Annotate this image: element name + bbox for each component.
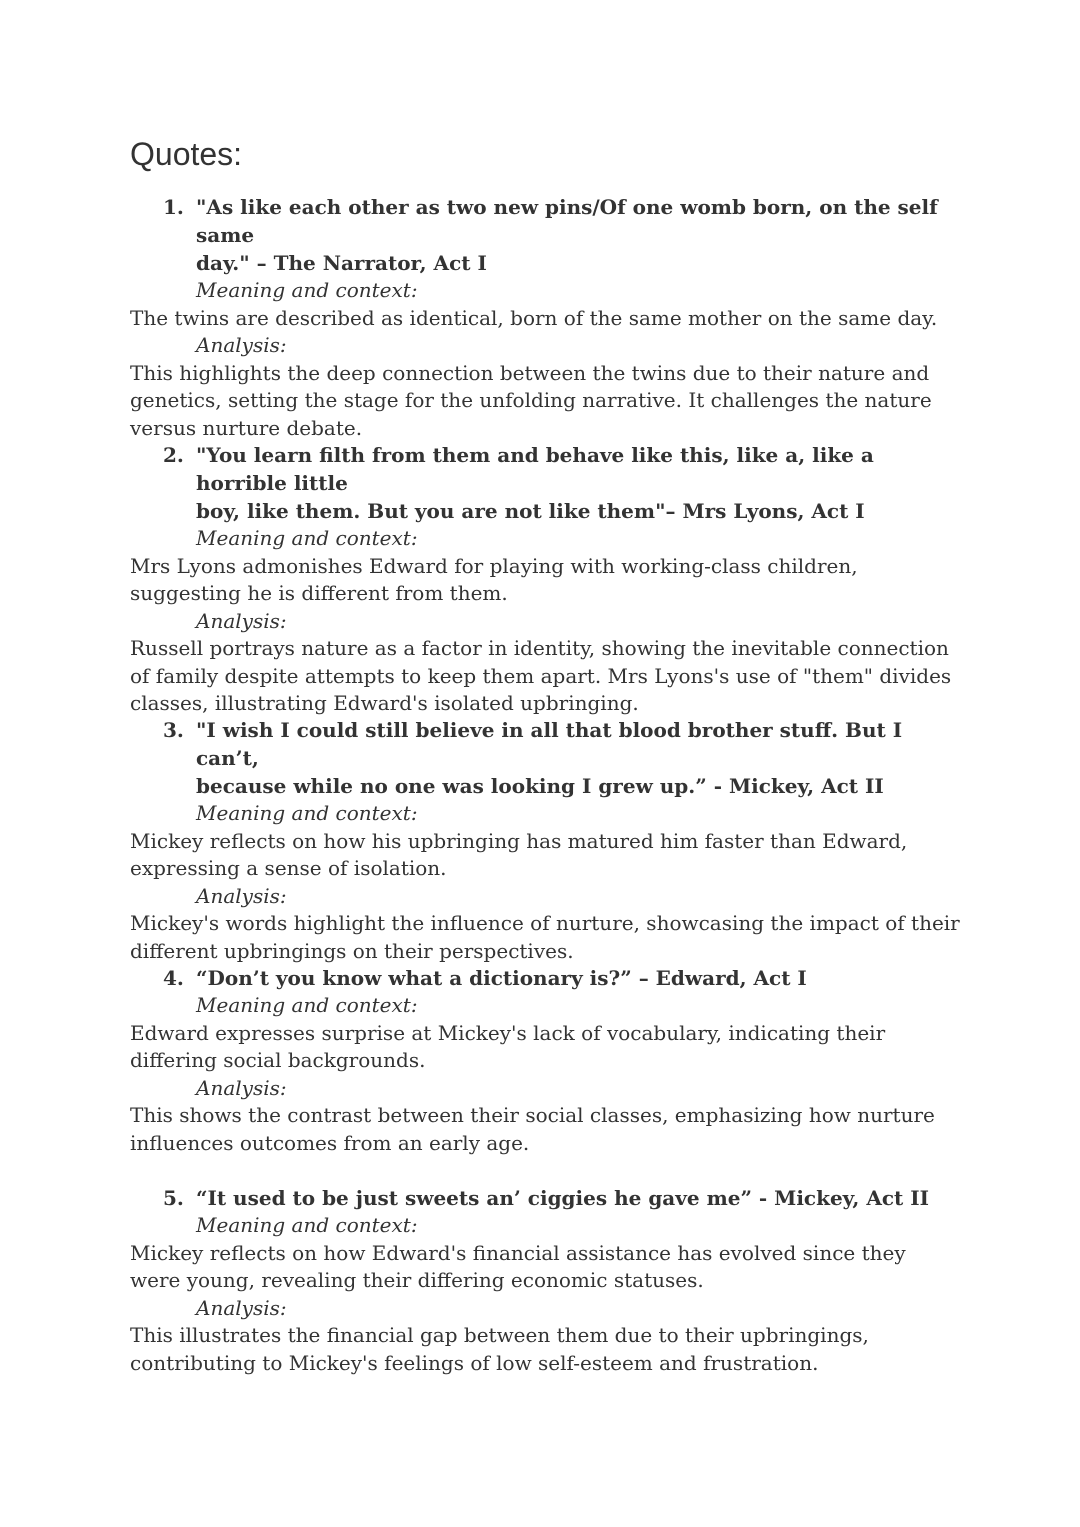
meaning-text: Mrs Lyons admonishes Edward for playing with working-class children, suggesting he is different from them. (130, 553, 858, 605)
quote-text-line (0, 716, 956, 772)
quote-text-line (0, 497, 956, 525)
meaning-label: Meaning and context: (196, 1213, 418, 1237)
quote-text: "As like each other as two new pins/Of one womb born, on the self same (196, 195, 938, 247)
analysis-label: Analysis: (196, 608, 287, 633)
analysis-text: Russell portrays nature as a factor in identity, showing the inevitable connection of family despite attempts to keep them apart. Mrs Lyons's use of "them" divides classes, illustrating Edward's isolated upbringing. (130, 636, 952, 715)
quote-item (0, 964, 1080, 1157)
meaning-label: Meaning and context: (196, 801, 418, 825)
meaning-text: Edward expresses surprise at Mickey's lack of vocabulary, indicating their differing social backgrounds. (130, 1020, 886, 1072)
quote-text-line (0, 193, 956, 249)
quote-item (0, 441, 1080, 718)
analysis-label: Analysis: (196, 1295, 287, 1320)
analysis-text: This shows the contrast between their social classes, emphasizing how nurture influences outcomes from an early age. (130, 1103, 935, 1155)
quote-text-line (0, 441, 956, 497)
quote-item (0, 1184, 1080, 1377)
quote-text-line (0, 1184, 956, 1212)
quote-text-line (0, 964, 956, 992)
quote-text: “Don’t you know what a dictionary is?” – Edward, Act I (196, 966, 807, 990)
quote-text: "You learn filth from them and behave like this, like a, like a horrible little (196, 443, 874, 495)
quote-text: because while no one was looking I grew up.” - Mickey, Act II (196, 774, 884, 798)
analysis-text: Mickey's words highlight the influence of nurture, showcasing the impact of their different upbringings on their perspectives. (130, 911, 960, 963)
meaning-text: The twins are described as identical, born of the same mother on the same day. (130, 305, 938, 330)
quote-text-line (0, 249, 956, 277)
analysis-text: This illustrates the financial gap between them due to their upbringings, contributing to Mickey's feelings of low self-esteem and frustration. (130, 1323, 869, 1375)
quote-number: 2. (163, 443, 184, 467)
quote-text: “It used to be just sweets an’ ciggies he gave me” - Mickey, Act II (196, 1186, 929, 1210)
quote-text: day." – The Narrator, Act I (196, 251, 487, 275)
meaning-text: Mickey reflects on how his upbringing has matured him faster than Edward, expressing a sense of isolation. (130, 828, 908, 880)
quote-text: boy, like them. But you are not like them"– Mrs Lyons, Act I (196, 499, 865, 523)
quote-number: 5. (163, 1186, 184, 1210)
meaning-label: Meaning and context: (196, 993, 418, 1017)
analysis-label: Analysis: (196, 883, 287, 908)
quote-item (0, 193, 1080, 442)
analysis-text: This highlights the deep connection between the twins due to their nature and genetics, setting the stage for the unfolding narrative. It challenges the nature versus nurture debate. (130, 360, 932, 440)
quote-item (0, 716, 1080, 965)
quote-number: 1. (163, 195, 184, 219)
quote-number: 4. (163, 966, 184, 990)
analysis-label: Analysis: (196, 1075, 287, 1100)
meaning-label: Meaning and context: (196, 278, 418, 302)
quote-number: 3. (163, 718, 184, 742)
page-title: Quotes: (130, 136, 243, 172)
analysis-label: Analysis: (196, 333, 287, 357)
quote-text-line (0, 772, 956, 800)
meaning-text: Mickey reflects on how Edward's financial assistance has evolved since they were young, revealing their differing economic statuses. (130, 1240, 906, 1292)
meaning-label: Meaning and context: (196, 526, 418, 550)
quote-text: "I wish I could still believe in all that blood brother stuff. But I can’t, (196, 718, 903, 770)
